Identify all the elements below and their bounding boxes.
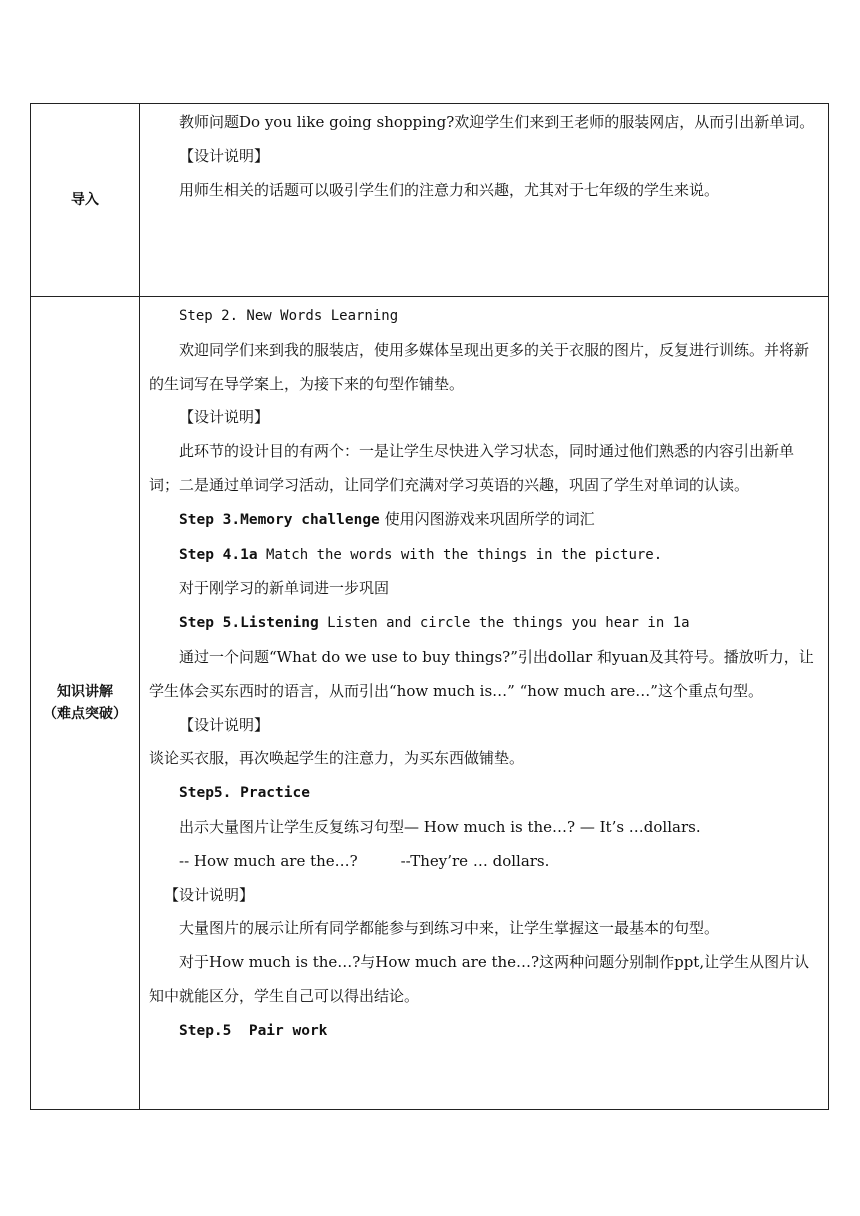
practice-title: Step5. Practice <box>179 785 310 802</box>
step5-note: 通过一个问题“What do we use to buy things?”引出dollar 和yuan及其符号。播放听力，让学生体会买东西时的语言，从而引出“how much is…” “how much are…”这个重点句型。 <box>149 647 814 700</box>
design-note-heading: 【设计说明】 <box>179 146 270 165</box>
design-note-heading: 【设计说明】 <box>179 408 270 427</box>
row-label-knowledge-line2: （难点突破） <box>43 706 127 722</box>
row-label-knowledge-line1: 知识讲解 <box>57 684 113 700</box>
table-row-knowledge <box>31 297 829 1110</box>
design-note-heading: 【设计说明】 <box>164 885 255 904</box>
step4-note: 对于刚学习的新单词进一步巩固 <box>179 579 390 598</box>
row-label-cell <box>31 104 140 297</box>
compare-text: 对于How much is the…?与How much are the…?这两种问题分别制作ppt,让学生从图片认知中就能区分，学生自己可以得出结论。 <box>149 953 810 1005</box>
intro-design-text: 用师生相关的话题可以吸引学生们的注意力和兴趣，尤其对于七年级的学生来说。 <box>179 180 720 199</box>
step3-line <box>149 503 822 538</box>
step5-title: Step 5.Listening <box>179 615 319 632</box>
pairwork-title: Step.5 Pair work <box>179 1022 328 1039</box>
design-text-1: 此环节的设计目的有两个：一是让学生尽快进入学习状态，同时通过他们熟悉的内容引出新单词；二是通过单词学习活动，让同学们充满对学习英语的兴趣，巩固了学生对单词的认读。 <box>149 442 795 494</box>
design-note-heading: 【设计说明】 <box>179 715 270 734</box>
step5-line <box>149 606 822 641</box>
step2-title: Step 2. New Words Learning <box>179 308 399 324</box>
row-label-intro: 导入 <box>71 192 99 208</box>
step3-text: 使用闪图游戏来巩固所学的词汇 <box>379 509 595 528</box>
lesson-plan-table <box>30 103 829 1110</box>
practice-line-2: -- How much are the…? --They’re … dollars. <box>179 851 550 870</box>
step4-title: Step 4.1a <box>179 546 258 563</box>
table-row-intro <box>31 104 829 297</box>
design-text-2: 谈论买衣服，再次唤起学生的注意力，为买东西做铺垫。 <box>149 749 525 768</box>
intro-paragraph: 教师问题Do you like going shopping?欢迎学生们来到王老师的服装网店，从而引出新单词。 <box>179 113 815 131</box>
row-content-intro <box>140 104 829 297</box>
step4-text: Match the words with the things in the picture. <box>257 546 663 563</box>
step5-text: Listen and circle the things you hear in 1a <box>318 615 690 632</box>
practice-line-1: 出示大量图片让学生反复练习句型— How much is the…? — It’s …dollars. <box>179 817 701 836</box>
step2-text: 欢迎同学们来到我的服装店，使用多媒体呈现出更多的关于衣服的图片，反复进行训练。并将新的生词写在导学案上，为接下来的句型作铺垫。 <box>149 340 810 393</box>
design-text-3: 大量图片的展示让所有同学都能参与到练习中来，让学生掌握这一最基本的句型。 <box>179 919 720 938</box>
step3-title: Step 3.Memory challenge <box>179 511 380 528</box>
row-label-cell <box>31 297 140 1110</box>
step4-line <box>149 538 822 573</box>
row-content-knowledge <box>140 297 829 1110</box>
